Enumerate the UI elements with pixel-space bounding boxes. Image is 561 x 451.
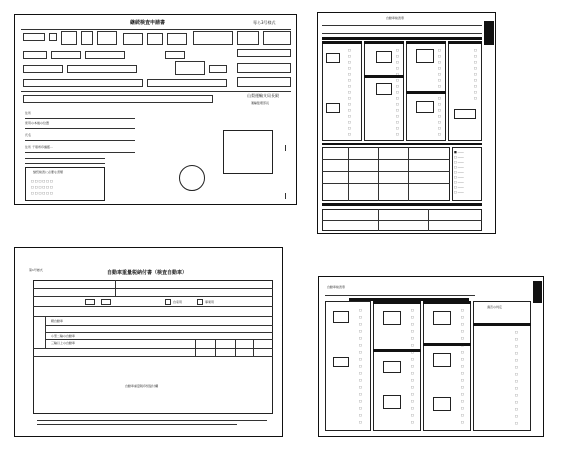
checkbox-column: □ □ □ □ □ □ □ □ □ □ □ □ □ □ □ <box>348 48 351 136</box>
form-title: 継続検査申請書 <box>130 20 166 26</box>
diagram <box>376 83 392 95</box>
section-bar <box>322 203 482 206</box>
check-panel <box>473 301 531 431</box>
diagram <box>383 395 401 409</box>
row-label: 事業用 <box>205 300 215 304</box>
office-name: 山梨運輸支局長殿 <box>247 93 279 98</box>
diagram <box>454 109 476 119</box>
row-label: 小型二輪の自動車 <box>51 334 76 338</box>
rule <box>408 147 409 201</box>
checkbox-column: □ □ □ □ □ □ □ □ □ □ □ □ □ □ □ <box>438 48 441 136</box>
rule <box>322 171 450 172</box>
field-cell <box>263 31 291 45</box>
section-label: 適否の判定 <box>487 305 503 309</box>
panel-header <box>364 41 404 44</box>
field-cell <box>237 77 291 87</box>
field-cell <box>23 65 63 73</box>
diagram <box>383 311 401 325</box>
owner-line-rule <box>25 152 135 153</box>
table-rule <box>33 296 273 297</box>
table-rule <box>33 356 273 357</box>
field-cell <box>165 299 171 305</box>
owner-line-rule <box>25 118 135 119</box>
divider <box>21 91 291 92</box>
owner-line-2: 使用の本拠の位置 <box>25 121 50 125</box>
field-cell <box>61 31 77 45</box>
diagram <box>416 49 434 63</box>
owner-line-rule <box>25 163 105 164</box>
field-cell <box>237 63 291 73</box>
field-cell <box>237 49 291 57</box>
table-rule <box>45 339 273 340</box>
doc-list: □ □ □ □ □ □ <box>31 185 53 189</box>
diagram <box>333 311 349 323</box>
doc-list: □ □ □ □ □ □ <box>31 191 53 195</box>
panel-header <box>373 301 421 304</box>
panel-header <box>322 41 362 44</box>
panel-header <box>423 301 471 304</box>
divider <box>21 29 291 30</box>
field-cell <box>175 61 205 75</box>
diagram <box>433 397 451 411</box>
checkbox-column: □ □ □ □ □ □ □ □ □ □ □ □ □ □ <box>515 330 518 425</box>
diagram <box>326 103 340 113</box>
table-rule <box>33 316 273 317</box>
table-rule <box>33 288 273 289</box>
row-label: 軽自動車 <box>51 319 64 323</box>
diagram <box>433 311 451 325</box>
owner-line-3: 氏名 <box>25 133 32 137</box>
owner-line-rule <box>25 128 135 129</box>
footnote-rule <box>37 424 237 425</box>
field-cell <box>101 299 111 305</box>
field-cell <box>123 33 143 45</box>
table-rule <box>215 340 216 356</box>
main-table <box>33 280 273 414</box>
field-cell <box>23 33 45 41</box>
inspection-application-form <box>14 14 297 205</box>
field-cell <box>167 33 187 45</box>
owner-line-4: 住所 千葉県印旛郡… <box>25 145 53 149</box>
rule <box>322 25 482 26</box>
panel-header <box>406 41 446 44</box>
checkbox-column: ■ ―― □ ―― □ ―― □ ―― □ ―― □ ―― □ ―― □ ―― □ ―― <box>454 150 464 194</box>
form-tab <box>533 281 542 303</box>
form-title: 自動車重量税納付書（検査自動車） <box>107 270 188 276</box>
owner-line-rule <box>25 140 135 141</box>
field-cell <box>85 51 125 59</box>
measurement-table <box>322 147 450 201</box>
field-cell <box>147 33 163 45</box>
footer-stamp-label: 自動車重量税印紙貼付欄 <box>125 384 159 388</box>
table-rule <box>195 340 196 356</box>
diagram <box>326 53 340 63</box>
form-header: 第1号様式 <box>29 268 43 272</box>
field-cell <box>67 65 137 73</box>
form-badge: 専ら3号様式 <box>253 20 276 25</box>
tick <box>285 193 286 199</box>
rule <box>322 33 482 34</box>
diagram <box>433 353 451 367</box>
field-cell <box>193 31 233 45</box>
rule <box>325 295 475 296</box>
diagram <box>333 357 349 367</box>
field-cell <box>23 95 213 103</box>
checkbox-column: □ □ □ □ □ □ □ □ □ <box>474 48 477 100</box>
form-title: 自動車検査票 <box>386 16 405 20</box>
field-cell <box>147 79 227 87</box>
rule <box>322 159 450 160</box>
inspection-slip-form-a <box>317 12 496 234</box>
table-rule <box>253 340 254 356</box>
stamp-circle <box>179 165 205 191</box>
owner-line-1: 住所 <box>25 111 32 115</box>
table-rule <box>33 306 273 307</box>
checkbox-column: □ □ □ □ □ □ □ □ □ □ □ □ □ □ □ □ □ <box>411 308 414 424</box>
field-cell <box>51 51 81 59</box>
inspection-slip-form-b <box>318 276 544 437</box>
office-subline: 運輸監理部長 <box>251 101 270 105</box>
table-rule <box>45 316 46 348</box>
rule <box>348 147 349 201</box>
field-cell <box>197 299 203 305</box>
checkbox-column: □ □ □ □ □ □ □ □ □ □ □ □ □ □ □ □ □ <box>461 308 464 424</box>
panel-header <box>448 41 482 44</box>
section-bar <box>322 143 482 145</box>
field-cell <box>237 31 259 45</box>
checkbox-column: □ □ □ □ □ □ □ □ □ □ □ □ □ □ □ <box>396 48 399 136</box>
table-rule <box>235 340 236 356</box>
row-label: 自家用 <box>173 300 183 304</box>
diagram <box>416 101 434 113</box>
panel-header <box>473 323 531 326</box>
table-rule <box>115 280 116 296</box>
required-documents-label: 継続検査に必要な書類 <box>33 170 64 174</box>
stamp-box <box>223 130 273 174</box>
rule <box>322 183 450 184</box>
field-cell <box>81 31 93 45</box>
rule <box>322 220 482 221</box>
diagram <box>376 51 392 63</box>
weight-tax-form <box>14 247 283 437</box>
table-rule <box>45 332 273 333</box>
rule <box>378 147 379 201</box>
field-cell <box>209 65 227 73</box>
table-rule <box>33 348 273 349</box>
field-cell <box>23 51 47 59</box>
table-rule <box>45 325 273 326</box>
field-cell <box>49 33 57 41</box>
form-title: 自動車検査票 <box>327 285 346 289</box>
section-bar <box>322 37 482 40</box>
form-tab <box>484 21 494 45</box>
field-cell <box>97 31 117 45</box>
diagram <box>383 361 401 373</box>
footnote-rule <box>37 420 267 421</box>
field-cell <box>23 79 143 87</box>
field-cell <box>165 51 185 59</box>
doc-list: □ □ □ □ □ □ <box>31 179 53 183</box>
owner-line-rule <box>25 158 105 159</box>
tick <box>285 145 286 151</box>
field-cell <box>85 299 95 305</box>
row-label: 三輪以上の自動車 <box>51 341 76 345</box>
checkbox-column: □ □ □ □ □ □ □ □ □ □ □ □ □ □ □ □ □ <box>359 308 362 424</box>
